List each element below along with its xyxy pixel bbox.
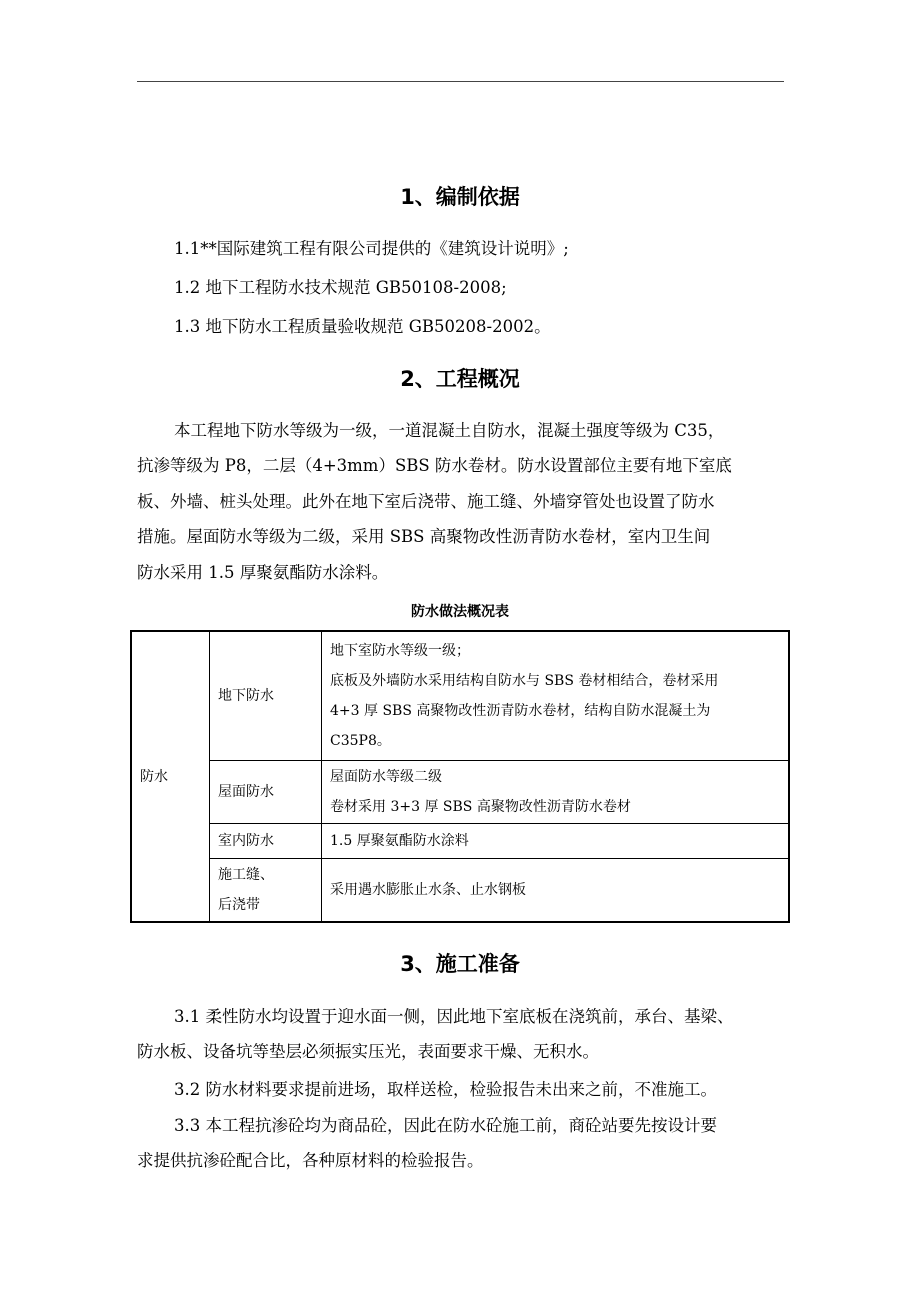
overview-line: 抗渗等级为 P8，二层（4+3mm）SBS 防水卷材。防水设置部位主要有地下室底 <box>137 456 732 476</box>
row-name-cell: 室内防水 <box>210 824 322 859</box>
overview-line: 本工程地下防水等级为一级，一道混凝土自防水，混凝土强度等级为 C35， <box>174 421 725 440</box>
overview-line: 板、外墙、桩头处理。此外在地下室后浇带、施工缝、外墙穿管处也设置了防水 <box>137 491 715 511</box>
table-row <box>131 631 789 761</box>
detail-line: 4+3 厚 SBS 高聚物改性沥青防水卷材，结构自防水混凝土为 <box>330 703 711 719</box>
section-1-heading: 1、编制依据 <box>400 185 520 209</box>
overview-line: 措施。屋面防水等级为二级，采用 SBS 高聚物改性沥青防水卷材，室内卫生间 <box>137 527 711 547</box>
row-name-line: 施工缝、 <box>218 867 274 883</box>
overview-line: 防水采用 1.5 厚聚氨酯防水涂料。 <box>137 562 389 582</box>
row-name-cell: 地下防水 <box>210 631 322 761</box>
prep-line: 3.3 本工程抗渗砼均为商品砼，因此在防水砼施工前，商砼站要先按设计要 <box>174 1116 717 1135</box>
row-name-cell <box>210 859 322 923</box>
detail-line: 卷材采用 3+3 厚 SBS 高聚物改性沥青防水卷材 <box>330 799 631 815</box>
prep-paragraph-2 <box>137 1072 787 1107</box>
detail-line: 底板及外墙防水采用结构自防水与 SBS 卷材相结合，卷材采用 <box>330 673 719 689</box>
row-detail-cell <box>322 631 790 761</box>
section-2-heading: 2、工程概况 <box>400 367 520 391</box>
prep-line: 3.2 防水材料要求提前进场，取样送检，检验报告未出来之前，不准施工。 <box>174 1080 717 1099</box>
category-cell: 防水 <box>131 631 210 922</box>
detail-line: 屋面防水等级二级 <box>330 769 442 785</box>
row-name-cell: 屋面防水 <box>210 761 322 824</box>
row-detail-cell <box>322 859 790 923</box>
prep-line: 求提供抗渗砼配合比，各种原材料的检验报告。 <box>137 1151 484 1171</box>
row-name-line: 后浇带 <box>218 897 260 913</box>
header-rule <box>137 81 784 82</box>
table-caption: 防水做法概况表 <box>411 604 509 620</box>
prep-paragraph-1 <box>137 999 787 1070</box>
prep-line: 防水板、设备坑等垫层必须振实压光，表面要求干燥、无积水。 <box>137 1042 599 1062</box>
detail-line: 采用遇水膨胀止水条、止水钢板 <box>330 882 526 898</box>
waterproofing-table <box>130 630 790 923</box>
detail-line: C35P8。 <box>330 733 391 749</box>
row-detail-cell <box>322 761 790 824</box>
basis-item-1: 1.1**国际建筑工程有限公司提供的《建筑设计说明》; <box>174 239 569 258</box>
basis-item-3: 1.3 地下防水工程质量验收规范 GB50208-2002。 <box>174 317 551 336</box>
table-row <box>131 824 789 859</box>
detail-line: 1.5 厚聚氨酯防水涂料 <box>330 833 469 849</box>
overview-paragraph <box>137 413 787 590</box>
table-row <box>131 859 789 923</box>
basis-item-2: 1.2 地下工程防水技术规范 GB50108-2008; <box>174 278 507 297</box>
prep-paragraph-3 <box>137 1108 787 1179</box>
detail-line: 地下室防水等级一级； <box>330 643 470 659</box>
table-row <box>131 761 789 824</box>
section-3-heading: 3、施工准备 <box>400 952 520 976</box>
prep-line: 3.1 柔性防水均设置于迎水面一侧，因此地下室底板在浇筑前，承台、基梁、 <box>174 1007 734 1026</box>
row-detail-cell <box>322 824 790 859</box>
